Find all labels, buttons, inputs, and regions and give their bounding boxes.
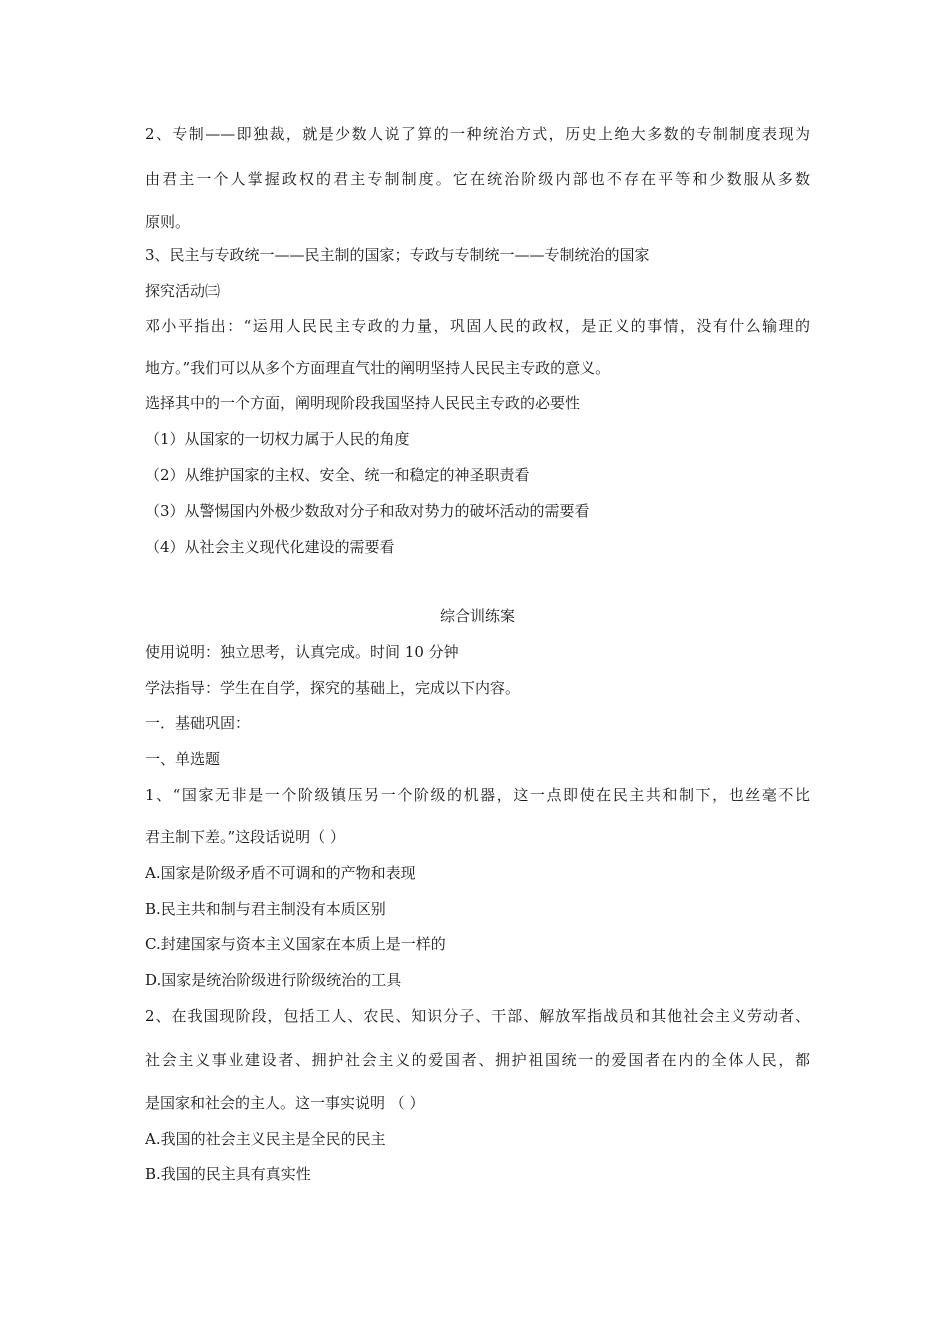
question-text: 1、“国家无非是一个阶级镇压另一个阶级的机器，这一点即使在民主共和制下，也丝毫不比 <box>145 786 810 804</box>
usage-note: 使用说明：独立思考，认真完成。时间 10 分钟 <box>145 643 459 661</box>
paragraph-line: 地方。”我们可以从多个方面理直气壮的阐明坚持人民民主专政的意义。 <box>145 359 611 377</box>
answer-option: C.封建国家与资本主义国家在本质上是一样的 <box>145 935 446 953</box>
question-text: 社会主义事业建设者、拥护社会主义的爱国者、拥护祖国统一的爱国者在内的全体人民，都 <box>145 1051 810 1069</box>
paragraph-line: 原则。 <box>145 213 191 231</box>
paragraph-line: 由君主一个人掌握政权的君主专制制度。它在统治阶级内部也不存在平等和少数服从多数 <box>145 170 810 188</box>
question-text: 君主制下差。”这段话说明（ ） <box>145 828 345 846</box>
paragraph-line: 邓小平指出：“运用人民民主专政的力量，巩固人民的政权，是正义的事情，没有什么输理的 <box>145 317 810 335</box>
answer-option: D.国家是统治阶级进行阶级统治的工具 <box>145 971 402 989</box>
answer-option: A.我国的社会主义民主是全民的民主 <box>145 1130 386 1148</box>
list-item: （2）从维护国家的主权、安全、统一和稳定的神圣职责看 <box>145 466 530 484</box>
study-guide: 学法指导：学生在自学，探究的基础上，完成以下内容。 <box>145 679 521 697</box>
list-item: （1）从国家的一切权力属于人民的角度 <box>145 430 410 448</box>
list-item: （3）从警惕国内外极少数敌对分子和敌对势力的破坏活动的需要看 <box>145 502 590 520</box>
list-item: （4）从社会主义现代化建设的需要看 <box>145 538 395 556</box>
section-heading: 探究活动㈢ <box>145 282 221 300</box>
answer-option: B.民主共和制与君主制没有本质区别 <box>145 900 386 918</box>
paragraph-line: 3、民主与专政统一——民主制的国家；专政与专制统一——专制统治的国家 <box>145 246 650 264</box>
question-text: 是国家和社会的主人。这一事实说明 （ ） <box>145 1094 425 1112</box>
section-heading: 一．基础巩固： <box>145 714 251 732</box>
section-heading: 一、单选题 <box>145 750 221 768</box>
question-text: 2、在我国现阶段，包括工人、农民、知识分子、干部、解放军指战员和其他社会主义劳动者、 <box>145 1007 810 1025</box>
answer-option: A.国家是阶级矛盾不可调和的产物和表现 <box>145 864 416 882</box>
section-title: 综合训练案 <box>439 607 515 625</box>
paragraph-line: 2、专制——即独裁，就是少数人说了算的一种统治方式，历史上绝大多数的专制制度表现为 <box>145 125 810 143</box>
answer-option: B.我国的民主具有真实性 <box>145 1165 311 1183</box>
paragraph-line: 选择其中的一个方面，阐明现阶段我国坚持人民民主专政的必要性 <box>145 394 581 412</box>
